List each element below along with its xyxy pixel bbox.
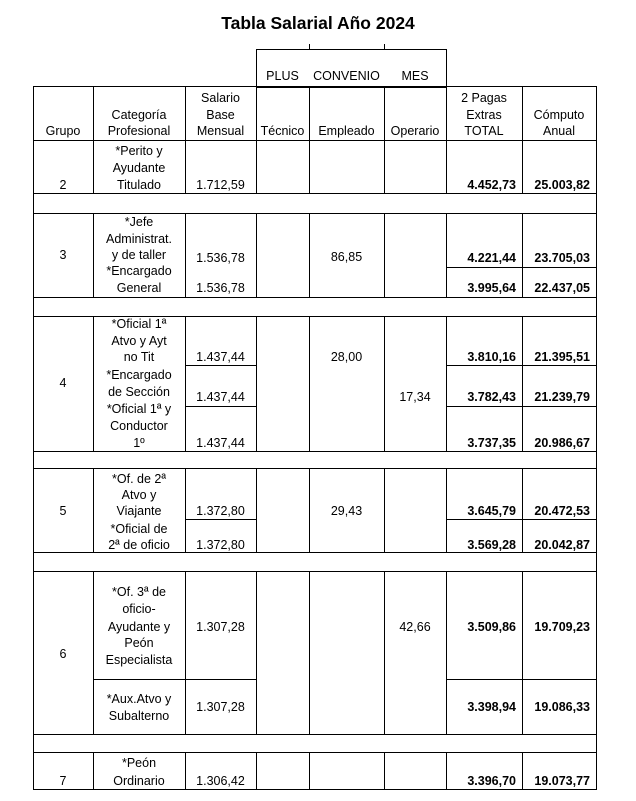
header-pagas: Extras xyxy=(466,108,502,122)
categoria-line: *Peón xyxy=(121,756,157,770)
anual-value: 21.239,79 xyxy=(534,390,590,404)
anual-value: 19.086,33 xyxy=(534,700,590,714)
salario-value: 1.437,44 xyxy=(196,390,245,404)
categoria-line: *Jefe xyxy=(124,215,154,229)
categoria-line: Peón xyxy=(124,636,154,650)
categoria-line: Ayudante xyxy=(112,161,166,175)
categoria-line: Conductor xyxy=(110,419,168,433)
header-pagas: 2 Pagas xyxy=(461,91,507,105)
table-cell xyxy=(384,571,447,735)
anual-value: 20.472,53 xyxy=(534,504,590,518)
header-salario: Base xyxy=(206,108,235,122)
table-cell xyxy=(33,552,597,572)
header-pagas: TOTAL xyxy=(464,124,504,138)
anual-value: 21.395,51 xyxy=(534,350,590,364)
salario-value: 1.372,80 xyxy=(196,504,245,518)
salario-value: 1.372,80 xyxy=(196,538,245,552)
grupo-number: 4 xyxy=(59,376,67,390)
anual-value: 20.986,67 xyxy=(534,436,590,450)
categoria-line: de Sección xyxy=(108,385,170,399)
header-convenio: CONVENIO xyxy=(313,69,380,83)
categoria-line: Ordinario xyxy=(113,774,165,788)
table-cell xyxy=(384,468,447,553)
categoria-line: Ayudante y xyxy=(107,620,171,634)
anual-value: 19.073,77 xyxy=(534,774,590,788)
grupo-number: 7 xyxy=(59,774,67,788)
table-cell xyxy=(384,140,447,194)
categoria-line: no Tit xyxy=(123,350,155,364)
categoria-line: Administrat. xyxy=(106,232,172,246)
table-cell xyxy=(33,297,597,317)
operario-value: 42,66 xyxy=(399,620,431,634)
pagas-value: 3.810,16 xyxy=(467,350,516,364)
pagas-value: 3.509,86 xyxy=(467,620,516,634)
header-empleado: Empleado xyxy=(318,124,375,138)
header-computo: Anual xyxy=(543,124,575,138)
pagas-value: 3.737,35 xyxy=(467,436,516,450)
table-cell xyxy=(256,571,310,735)
table-cell xyxy=(309,752,385,790)
page-title: Tabla Salarial Año 2024 xyxy=(221,13,415,33)
categoria-line: *Oficial 1ª xyxy=(111,317,167,331)
table-cell xyxy=(33,734,597,753)
categoria-line: Atvo y Ayt xyxy=(111,334,167,348)
header-tick xyxy=(384,44,385,50)
salario-value: 1.536,78 xyxy=(196,281,245,295)
salario-value: 1.307,28 xyxy=(196,620,245,634)
salario-value: 1.306,42 xyxy=(196,774,245,788)
header-categoria: Categoría xyxy=(111,108,167,122)
categoria-line: *Aux.Atvo y xyxy=(106,692,172,706)
pagas-value: 3.645,79 xyxy=(467,504,516,518)
categoria-line: 2ª de oficio xyxy=(108,538,170,552)
salario-value: 1.712,59 xyxy=(196,178,245,192)
anual-value: 22.437,05 xyxy=(534,281,590,295)
empleado-value: 29,43 xyxy=(330,504,363,518)
pagas-value: 4.221,44 xyxy=(467,251,516,265)
table-cell xyxy=(256,213,310,298)
table-cell xyxy=(384,213,447,298)
header-salario: Mensual xyxy=(196,124,245,138)
header-operario: Operario xyxy=(390,124,440,138)
anual-value: 20.042,87 xyxy=(534,538,590,552)
categoria-line: Subalterno xyxy=(108,709,170,723)
table-cell xyxy=(256,140,310,194)
categoria-line: Especialista xyxy=(105,653,173,667)
categoria-line: Viajante xyxy=(116,504,162,518)
header-plus: PLUS xyxy=(266,69,299,83)
table-cell xyxy=(256,468,310,553)
anual-value: 25.003,82 xyxy=(534,178,590,192)
table-cell xyxy=(33,451,597,469)
header-mes: MES xyxy=(401,69,429,83)
pagas-value: 3.569,28 xyxy=(467,538,516,552)
anual-value: 23.705,03 xyxy=(534,251,590,265)
salario-value: 1.437,44 xyxy=(196,350,245,364)
grupo-number: 3 xyxy=(59,248,67,262)
table-cell xyxy=(309,140,385,194)
empleado-value: 86,85 xyxy=(330,250,363,264)
pagas-value: 3.398,94 xyxy=(467,700,516,714)
grupo-number: 6 xyxy=(59,647,67,661)
grupo-number: 2 xyxy=(59,178,67,192)
categoria-line: 1º xyxy=(133,436,145,450)
table-cell xyxy=(309,571,385,735)
salario-value: 1.437,44 xyxy=(196,436,245,450)
header-computo: Cómputo xyxy=(533,108,585,122)
table-cell xyxy=(93,679,186,735)
table-cell xyxy=(309,316,385,452)
table-cell xyxy=(384,316,447,452)
categoria-line: *Oficial 1ª y xyxy=(106,402,172,416)
categoria-line: General xyxy=(116,281,162,295)
table-cell xyxy=(33,193,597,214)
table-cell xyxy=(256,752,310,790)
categoria-line: *Of. de 2ª xyxy=(112,472,166,486)
header-tecnico: Técnico xyxy=(260,124,305,138)
categoria-line: *Perito y xyxy=(115,144,163,158)
header-grupo: Grupo xyxy=(45,124,81,138)
header-tick xyxy=(309,44,310,50)
categoria-line: *Of. 3ª de xyxy=(112,585,166,599)
empleado-value: 28,00 xyxy=(330,350,363,364)
pagas-value: 3.782,43 xyxy=(467,390,516,404)
header-categoria: Profesional xyxy=(107,124,171,138)
pagas-value: 3.995,64 xyxy=(467,281,516,295)
categoria-line: oficio- xyxy=(122,602,156,616)
categoria-line: Titulado xyxy=(116,178,161,192)
categoria-line: *Oficial de xyxy=(110,522,168,536)
table-cell xyxy=(256,316,310,452)
categoria-line: Atvo y xyxy=(121,488,157,502)
operario-value: 17,34 xyxy=(399,390,431,404)
salario-value: 1.536,78 xyxy=(196,251,245,265)
header-salario: Salario xyxy=(201,91,240,105)
pagas-value: 3.396,70 xyxy=(467,774,516,788)
categoria-line: *Encargado xyxy=(106,264,172,278)
grupo-number: 5 xyxy=(59,504,67,518)
salario-value: 1.307,28 xyxy=(196,700,245,714)
table-cell xyxy=(384,752,447,790)
categoria-line: y de taller xyxy=(111,248,167,262)
categoria-line: *Encargado xyxy=(106,368,172,382)
pagas-value: 4.452,73 xyxy=(467,178,516,192)
anual-value: 19.709,23 xyxy=(534,620,590,634)
